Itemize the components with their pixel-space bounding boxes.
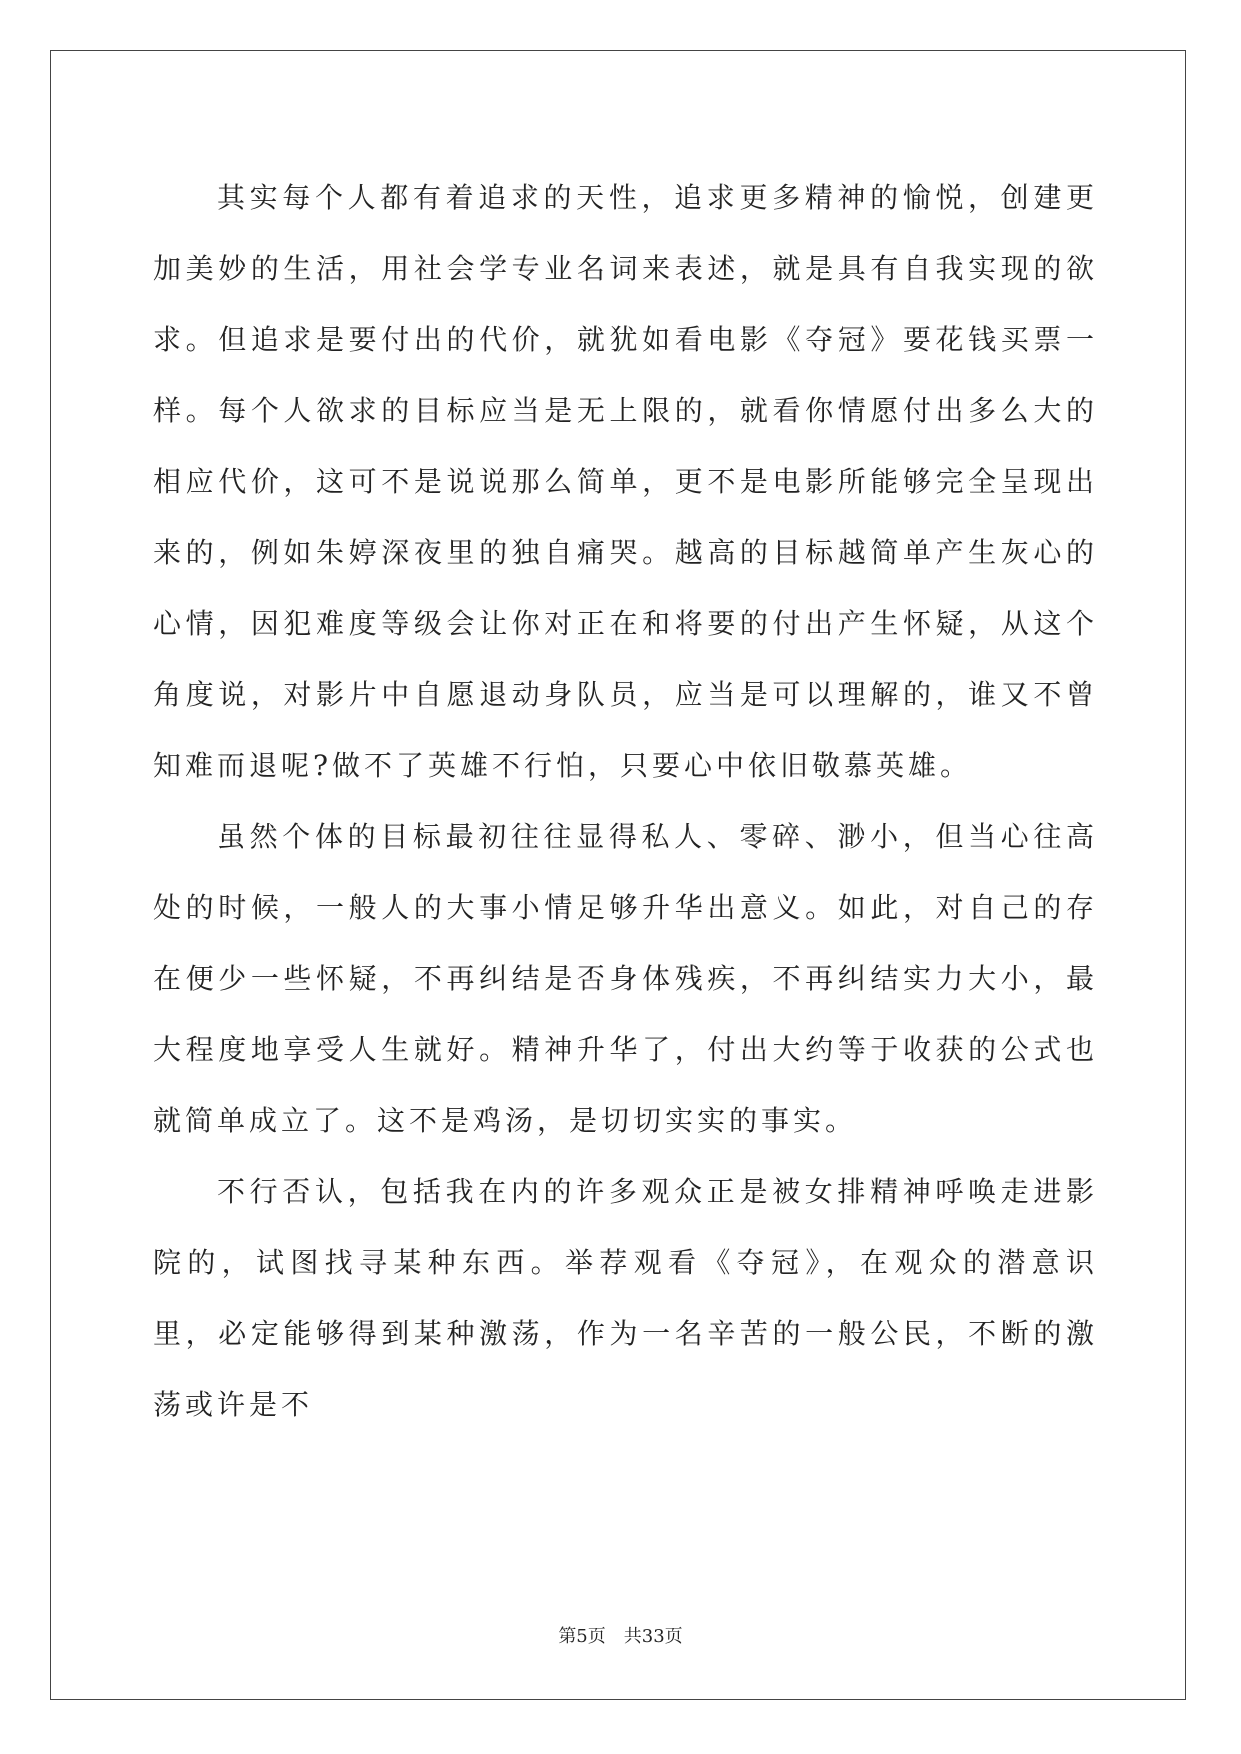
page-footer [0,1622,1241,1648]
paragraph-3: 不行否认，包括我在内的许多观众正是被女排精神呼唤走进影院的，试图找寻某种东西。举荐观看《夺冠》，在观众的潜意识里，必定能够得到某种激荡，作为一名辛苦的一般公民，不断的激荡或许是不 [153,1175,1098,1421]
page-number: 第5页 [558,1626,606,1647]
paragraph-1: 其实每个人都有着追求的天性，追求更多精神的愉悦，创建更加美妙的生活，用社会学专业名词来表述，就是具有自我实现的欲求。但追求是要付出的代价，就犹如看电影《夺冠》要花钱买票一样。每个人欲求的目标应当是无上限的，就看你情愿付出多么大的相应代价，这可不是说说那么简单，更不是电影所能够完全呈现出来的，例如朱婷深夜里的独自痛哭。越高的目标越简单产生灰心的心情，因犯难度等级会让你对正在和将要的付出产生怀疑，从这个角度说，对影片中自愿退动身队员，应当是可以理解的，谁又不曾知难而退呢?做不了英雄不行怕，只要心中依旧敬慕英雄。 [153,181,1098,782]
document-body [153,162,1098,1440]
page-total: 共33页 [623,1626,683,1647]
paragraph-2: 虽然个体的目标最初往往显得私人、零碎、渺小，但当心往高处的时候，一般人的大事小情足够升华出意义。如此，对自己的存在便少一些怀疑，不再纠结是否身体残疾，不再纠结实力大小，最大程度地享受人生就好。精神升华了，付出大约等于收获的公式也就简单成立了。这不是鸡汤，是切切实实的事实。 [153,820,1098,1137]
